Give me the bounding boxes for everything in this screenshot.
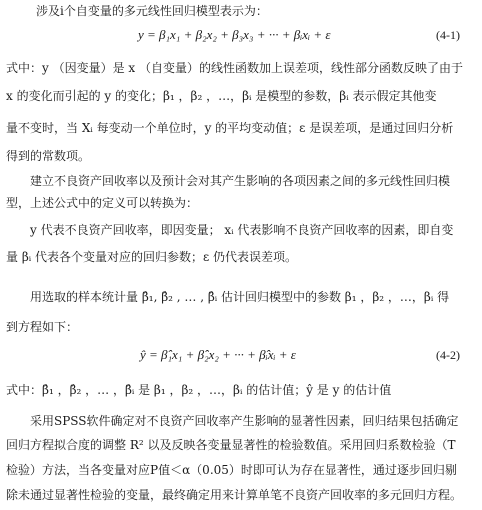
equation-4-2-number: (4-2) bbox=[436, 348, 460, 362]
paragraph-line-12: 式中：β̂₁ ，β̂₂ ，… ，β̂ᵢ 是 β₁ ，β₂ ，…，βᵢ 的估计值；ŷ 是 y 的估计值 bbox=[6, 383, 392, 397]
paragraph-line-5: 得到的常数项。 bbox=[6, 149, 91, 163]
paragraph-line-7: 型，上述公式中的定义可以转换为： bbox=[6, 196, 199, 210]
equation-4-2-formula: ŷ = β̂₁x₁ + β̂₂x₂ + ··· + β̂ᵢxᵢ + ε bbox=[140, 347, 296, 362]
equation-4-1-number: (4-1) bbox=[436, 28, 460, 42]
paragraph-line-13: 采用SPSS软件确定对不良资产回收率产生影响的显著性因素，回归结果包括确定 bbox=[30, 414, 459, 428]
paragraph-line-8: y 代表不良资产回收率，即因变量； xᵢ 代表影响不良资产回收率的因素，即自变 bbox=[30, 223, 454, 237]
paragraph-line-15: 检验）方法，当各变量对应P值＜α（0.05）时即可认为存在显著性，通过逐步回归剔 bbox=[6, 463, 457, 477]
paragraph-line-1: 涉及i个自变量的多元线性回归模型表示为： bbox=[36, 4, 268, 18]
paragraph-line-6: 建立不良资产回收率以及预计会对其产生影响的各项因素之间的多元线性回归模 bbox=[30, 174, 451, 188]
paragraph-line-10: 用选取的样本统计量 β̂₁, β̂₂ , … , β̂ᵢ 估计回归模型中的参数 β₁ ，β₂ ，…，βᵢ 得 bbox=[30, 290, 450, 304]
paragraph-line-11: 到方程如下： bbox=[6, 320, 79, 334]
paragraph-line-9: 量 βᵢ 代表各个变量对应的回归参数；ε 仍代表误差项。 bbox=[6, 250, 298, 264]
paragraph-line-4: 量不变时，当 Xᵢ 每变动一个单位时，y 的平均变动值；ε 是误差项，是通过回归分析 bbox=[6, 121, 454, 135]
paragraph-line-2: 式中：y （因变量）是 x （自变量）的线性函数加上误差项，线性部分函数反映了由于 bbox=[6, 61, 463, 75]
paragraph-line-3: x 的变化而引起的 y 的变化；β₁ ，β₂ ，…，βᵢ 是模型的参数，βᵢ 表示假定其他变 bbox=[6, 89, 437, 103]
paragraph-line-14: 回归方程拟合度的调整 R² 以及反映各变量显著性的检验数值。采用回归系数检验（T bbox=[6, 438, 456, 452]
paragraph-line-16: 除未通过显著性检验的变量，最终确定用来计算单笔不良资产回收率的多元回归方程。 bbox=[6, 488, 463, 502]
equation-4-1-formula: y = β₁x₁ + β₂x₂ + β₃x₃ + ··· + βᵢxᵢ + ε bbox=[138, 27, 331, 42]
